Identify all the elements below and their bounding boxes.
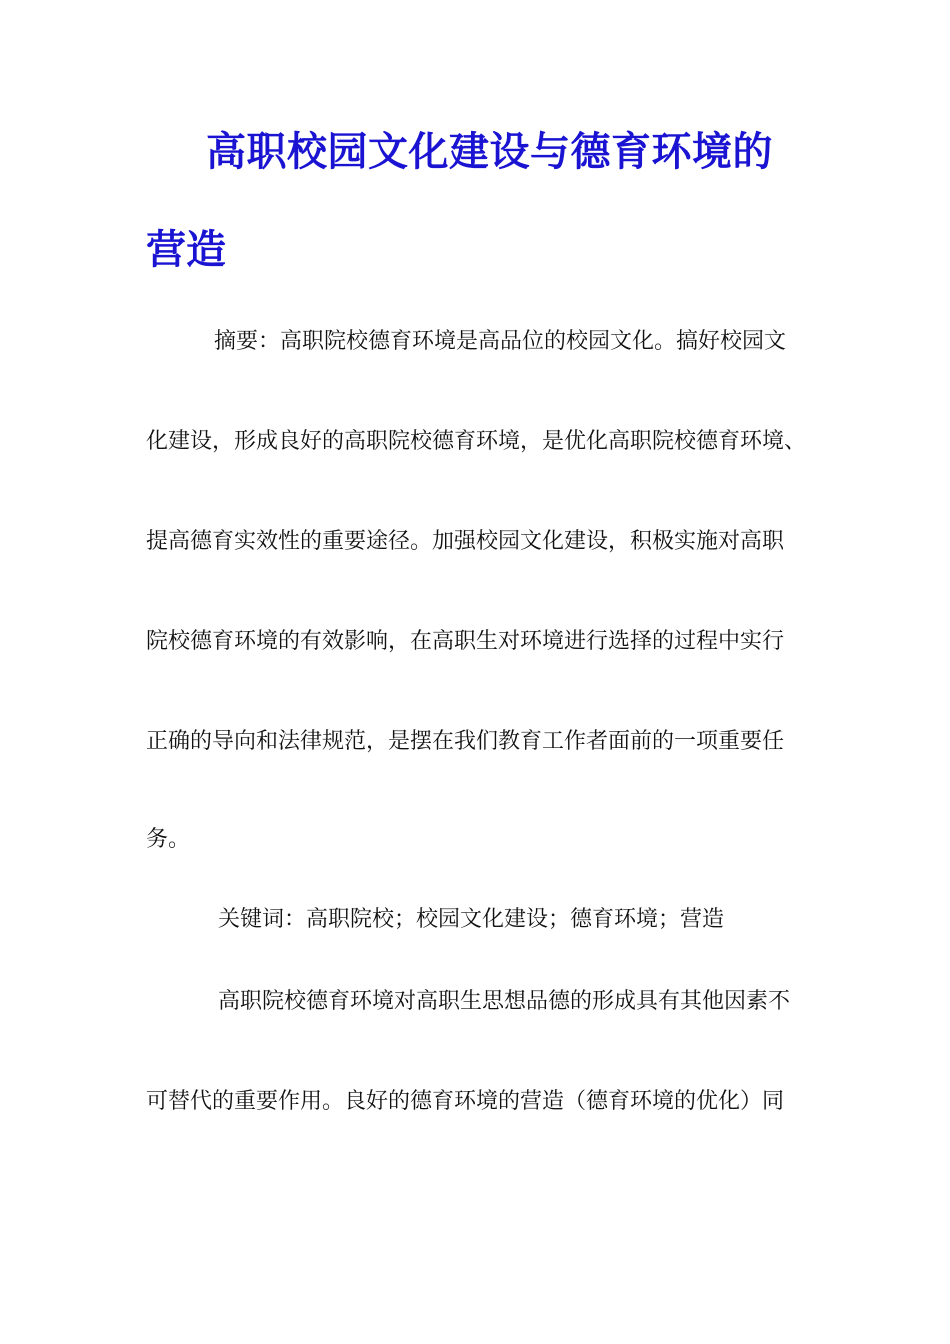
abstract-line-5: 正确的导向和法律规范，是摆在我们教育工作者面前的一项重要任 bbox=[146, 729, 785, 754]
body-line-1: 高职院校德育环境对高职生思想品德的形成具有其他因素不 bbox=[218, 989, 791, 1014]
document-title-line-2: 营造 bbox=[146, 226, 226, 273]
body-line-2: 可替代的重要作用。良好的德育环境的营造（德育环境的优化）同 bbox=[146, 1089, 785, 1114]
abstract-line-6: 务。 bbox=[146, 827, 191, 852]
abstract-line-4: 院校德育环境的有效影响，在高职生对环境进行选择的过程中实行 bbox=[146, 629, 785, 654]
keywords-line: 关键词：高职院校；校园文化建设；德育环境；营造 bbox=[218, 907, 725, 932]
abstract-line-1: 摘要：高职院校德育环境是高品位的校园文化。搞好校园文 bbox=[214, 329, 787, 354]
abstract-line-3: 提高德育实效性的重要途径。加强校园文化建设，积极实施对高职 bbox=[146, 529, 785, 554]
document-title-line-1: 高职校园文化建设与德育环境的 bbox=[206, 128, 773, 175]
abstract-line-2: 化建设，形成良好的高职院校德育环境，是优化高职院校德育环境、 bbox=[146, 429, 807, 454]
